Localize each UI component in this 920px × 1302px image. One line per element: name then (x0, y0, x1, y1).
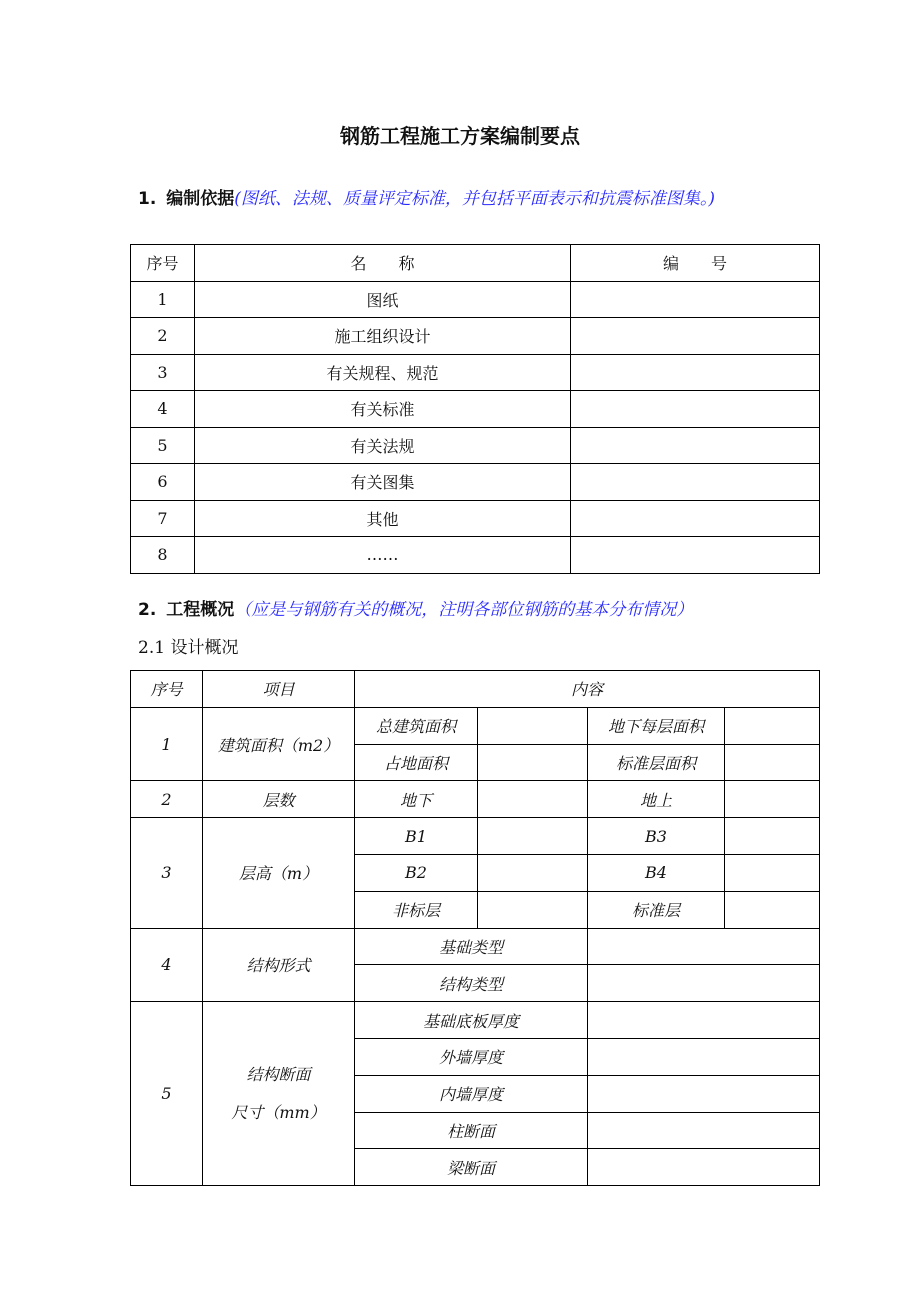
row-code (571, 500, 820, 537)
row-number: 6 (131, 464, 195, 501)
row-number: 3 (131, 818, 203, 928)
table-row (131, 818, 820, 855)
field-value (478, 781, 588, 818)
row-number: 2 (131, 318, 195, 355)
section-note: (图纸、法规、质量评定标准，并包括平面表示和抗震标准图集。) (234, 189, 716, 209)
document-title: 钢筋工程施工方案编制要点 (340, 124, 580, 148)
header-cell: 内容 (355, 671, 820, 708)
row-number: 4 (131, 391, 195, 428)
row-name: …… (195, 537, 571, 574)
section-heading-basis (138, 186, 715, 212)
table-row (131, 500, 820, 537)
field-value (725, 891, 820, 928)
design-overview-table (130, 670, 820, 1186)
section-number: 1. (138, 189, 157, 209)
row-item: 结构形式 (203, 928, 355, 1002)
row-item: 建筑面积（m2） (203, 707, 355, 781)
field-label: B1 (355, 818, 478, 855)
header-cell: 编 号 (571, 245, 820, 282)
table-row (131, 318, 820, 355)
row-name: 有关标准 (195, 391, 571, 428)
table-row (131, 427, 820, 464)
field-label: 结构类型 (355, 965, 588, 1002)
row-number: 3 (131, 354, 195, 391)
row-name: 有关规程、规范 (195, 354, 571, 391)
row-code (571, 281, 820, 318)
table-row (131, 464, 820, 501)
row-number: 1 (131, 281, 195, 318)
row-code (571, 391, 820, 428)
basis-table (130, 244, 820, 574)
table-row (131, 781, 820, 818)
table-row (131, 707, 820, 744)
field-label: 非标层 (355, 891, 478, 928)
row-number: 7 (131, 500, 195, 537)
field-label: 标准层面积 (588, 744, 725, 781)
table-row (131, 281, 820, 318)
row-number: 5 (131, 427, 195, 464)
field-value (588, 1149, 820, 1186)
header-cell: 项目 (203, 671, 355, 708)
field-value (725, 818, 820, 855)
table-row (131, 354, 820, 391)
field-value (725, 744, 820, 781)
field-label: 地下 (355, 781, 478, 818)
field-value (725, 854, 820, 891)
field-value (478, 744, 588, 781)
row-code (571, 354, 820, 391)
field-value (588, 1002, 820, 1039)
row-item: 层数 (203, 781, 355, 818)
field-value (725, 781, 820, 818)
section-title: 工程概况 (166, 600, 235, 620)
table-row (131, 1002, 820, 1039)
row-name: 其他 (195, 500, 571, 537)
field-label: 总建筑面积 (355, 707, 478, 744)
field-value (478, 707, 588, 744)
field-value (478, 818, 588, 855)
row-name: 有关法规 (195, 427, 571, 464)
field-value (478, 891, 588, 928)
field-value (588, 1112, 820, 1149)
table-row (131, 928, 820, 965)
field-value (725, 707, 820, 744)
field-label: 标准层 (588, 891, 725, 928)
row-number: 1 (131, 707, 203, 781)
field-label: 外墙厚度 (355, 1038, 588, 1075)
table-header-row (131, 671, 820, 708)
header-cell: 序号 (131, 671, 203, 708)
subsection-title: 2.1 设计概况 (138, 638, 239, 658)
row-code (571, 464, 820, 501)
field-label: 基础底板厚度 (355, 1002, 588, 1039)
section-title: 编制依据 (166, 189, 235, 209)
field-value (588, 1038, 820, 1075)
row-item: 层高（m） (203, 818, 355, 928)
row-code (571, 427, 820, 464)
row-name: 图纸 (195, 281, 571, 318)
field-label: 基础类型 (355, 928, 588, 965)
field-label: 梁断面 (355, 1149, 588, 1186)
row-name: 有关图集 (195, 464, 571, 501)
field-value (588, 965, 820, 1002)
row-item-line: 尺寸（mm） (231, 1102, 326, 1122)
row-number: 2 (131, 781, 203, 818)
section-heading-overview (138, 597, 693, 623)
row-item-line: 结构断面 (246, 1064, 311, 1084)
field-value (478, 854, 588, 891)
table-row (131, 391, 820, 428)
field-value (588, 928, 820, 965)
row-name: 施工组织设计 (195, 318, 571, 355)
field-label: 内墙厚度 (355, 1075, 588, 1112)
field-label: B4 (588, 854, 725, 891)
row-code (571, 537, 820, 574)
header-cell: 序号 (131, 245, 195, 282)
row-code (571, 318, 820, 355)
row-number: 5 (131, 1002, 203, 1186)
table-row (131, 537, 820, 574)
field-label: 地上 (588, 781, 725, 818)
row-number: 8 (131, 537, 195, 574)
section-number: 2. (138, 600, 157, 620)
field-label: B2 (355, 854, 478, 891)
field-label: B3 (588, 818, 725, 855)
row-item (203, 1002, 355, 1186)
table-header-row (131, 245, 820, 282)
field-label: 柱断面 (355, 1112, 588, 1149)
section-note: （应是与钢筋有关的概况，注明各部位钢筋的基本分布情况） (234, 600, 694, 620)
row-number: 4 (131, 928, 203, 1002)
field-value (588, 1075, 820, 1112)
field-label: 占地面积 (355, 744, 478, 781)
field-label: 地下每层面积 (588, 707, 725, 744)
header-cell: 名 称 (195, 245, 571, 282)
